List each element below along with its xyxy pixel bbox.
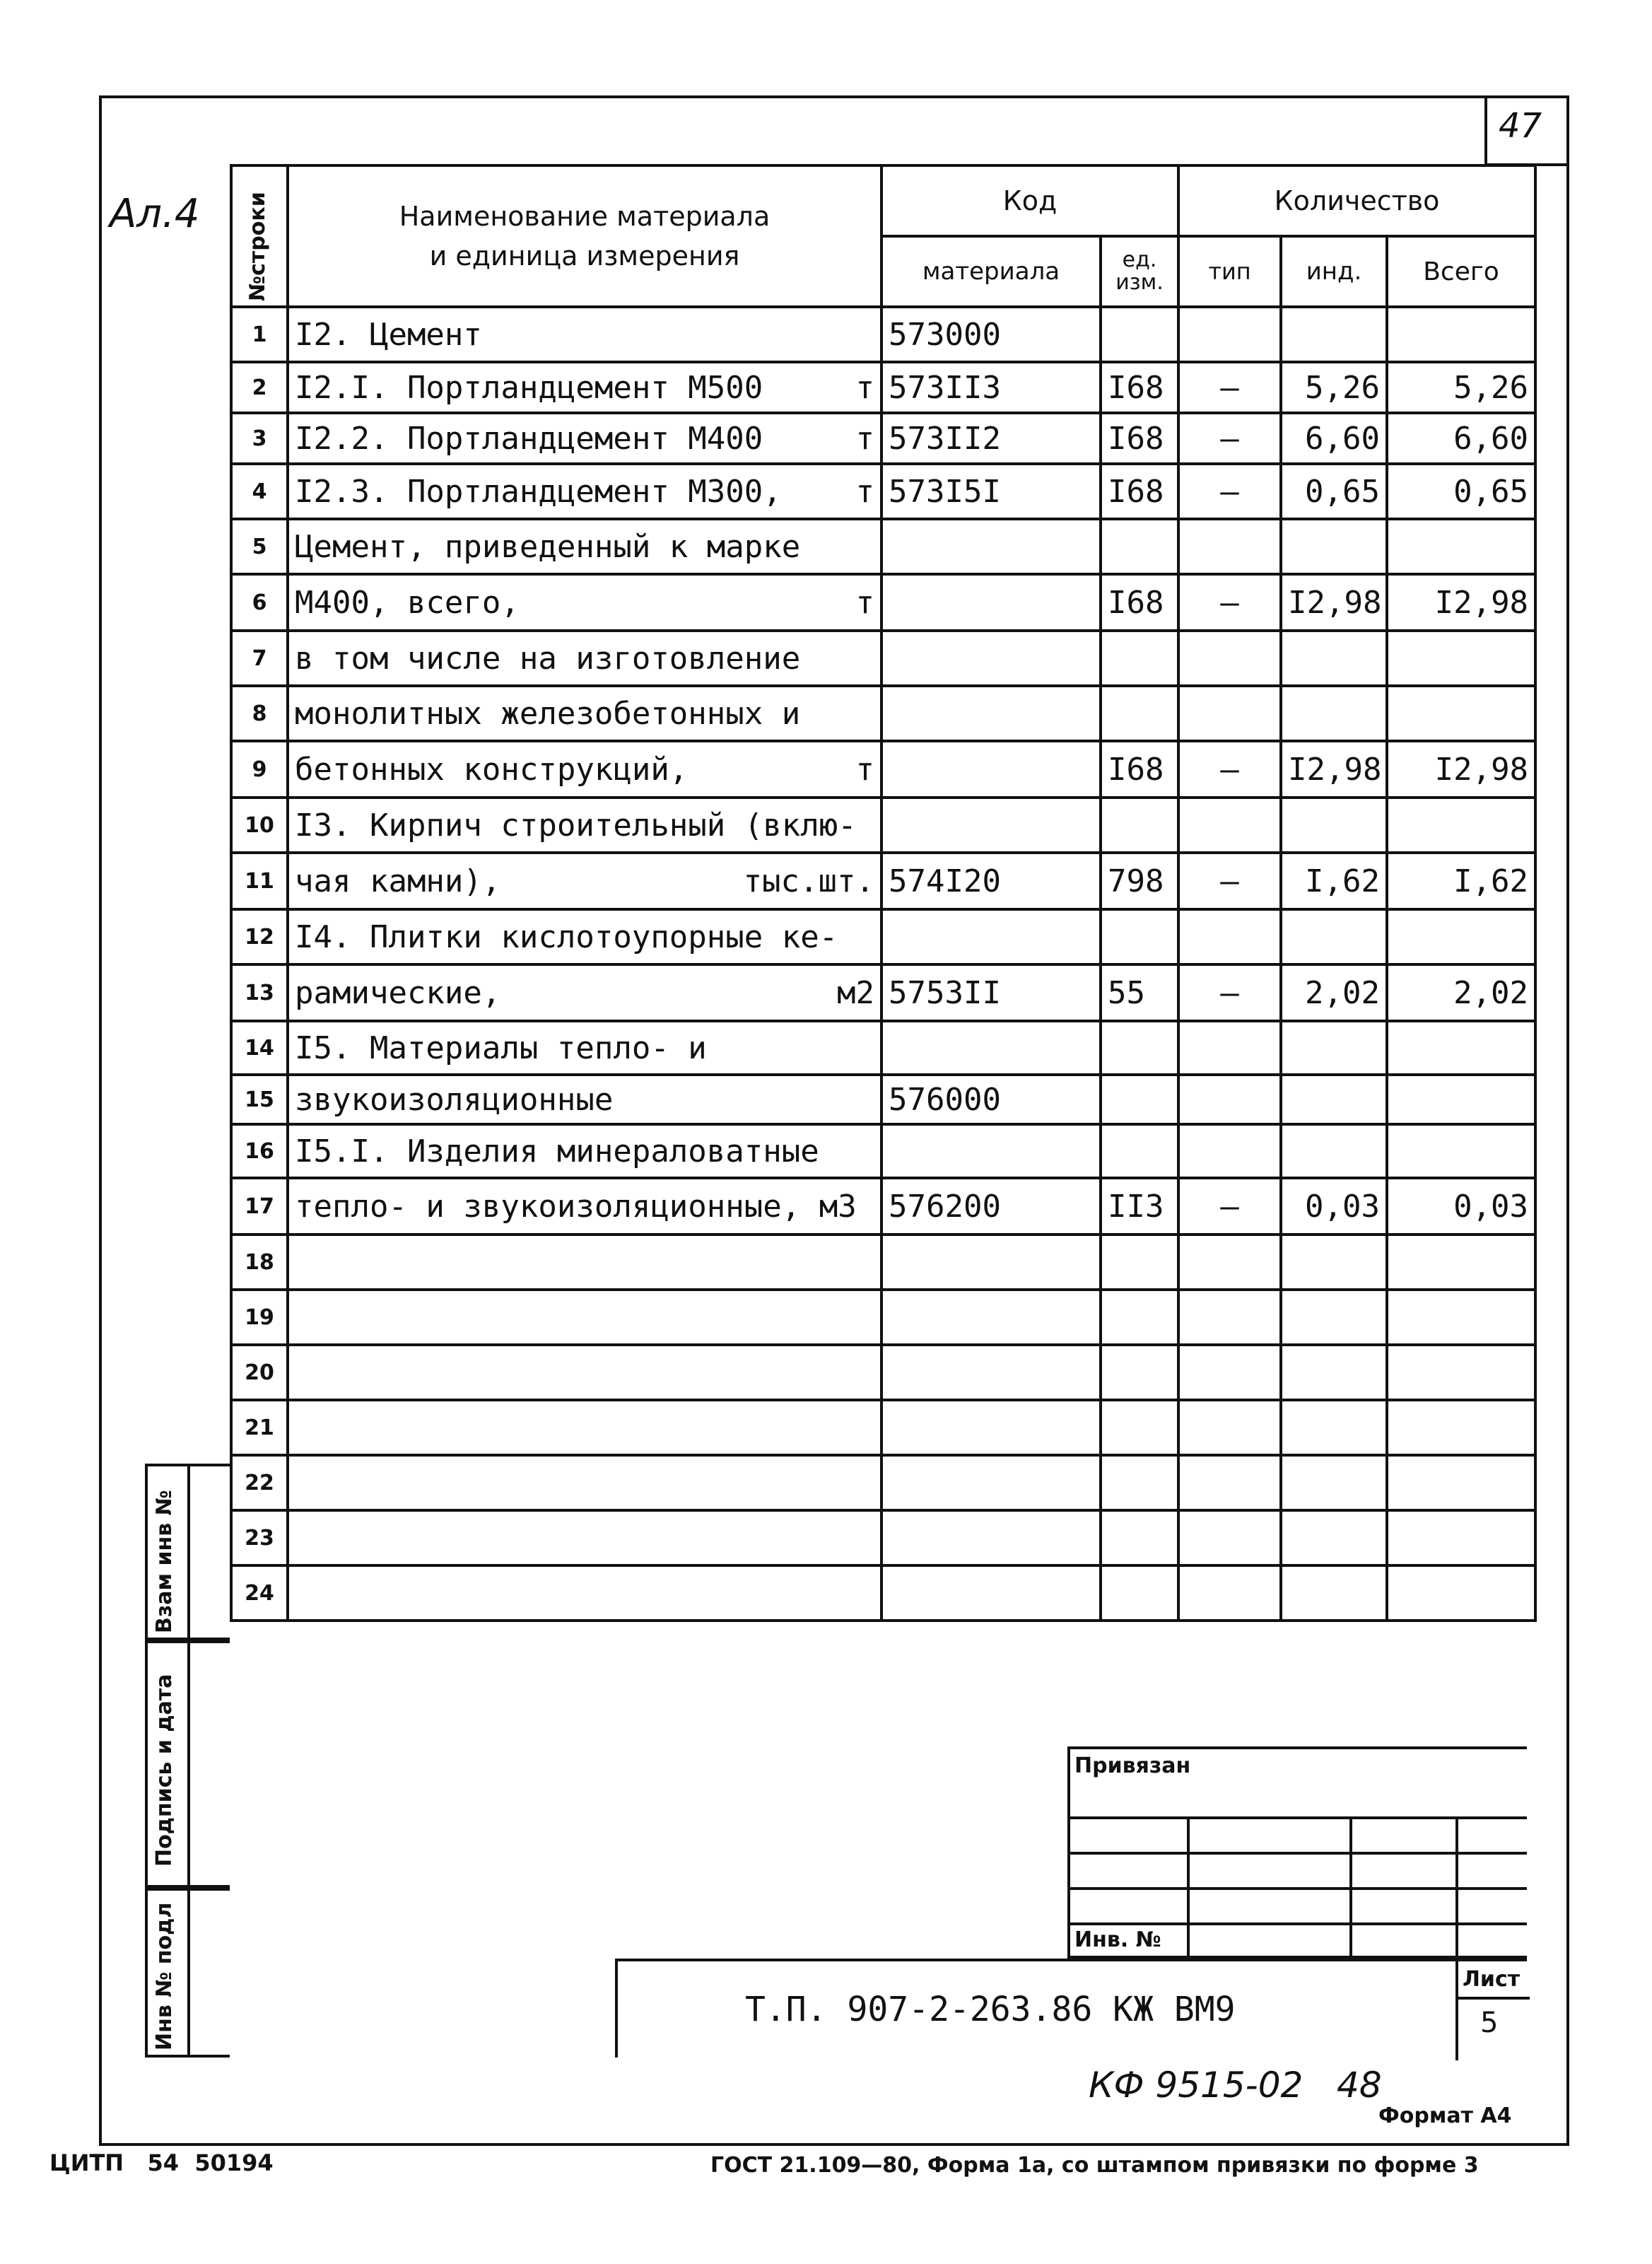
- material-name: [288, 1400, 881, 1455]
- row-number: 23: [231, 1510, 288, 1565]
- quantity-individual: 0,03: [1281, 1178, 1387, 1235]
- row-number: 18: [231, 1235, 288, 1290]
- quantity-individual: [1281, 1124, 1387, 1178]
- material-name: [288, 362, 881, 413]
- material-name: [288, 1510, 881, 1565]
- quantity-total: [1387, 686, 1535, 741]
- row-number: 8: [231, 686, 288, 741]
- material-name: [288, 519, 881, 574]
- table-row: [231, 853, 1535, 909]
- material-name-text: I2. Цемент: [295, 316, 482, 353]
- material-name: [288, 964, 881, 1021]
- material-name: [288, 1455, 881, 1510]
- quantity-individual: [1281, 798, 1387, 853]
- row-number: 12: [231, 909, 288, 964]
- material-code: [881, 631, 1101, 686]
- unit-code: I68: [1101, 464, 1178, 519]
- material-name: [288, 909, 881, 964]
- table-row: [231, 1510, 1535, 1565]
- row-number: 21: [231, 1400, 288, 1455]
- material-code: [881, 1290, 1101, 1345]
- quantity-type: –: [1178, 413, 1281, 464]
- table-row: [231, 307, 1535, 362]
- quantity-type: [1178, 1075, 1281, 1124]
- material-name-text: бетонных конструкций,: [295, 751, 689, 788]
- quantity-individual: [1281, 909, 1387, 964]
- footer-left: ЦИТП 54 50194: [49, 2149, 274, 2176]
- header-unit: ед. изм.: [1101, 236, 1178, 307]
- quantity-total: I,62: [1387, 853, 1535, 909]
- quantity-individual: [1281, 1290, 1387, 1345]
- table-row: [231, 413, 1535, 464]
- material-unit-label: т: [855, 584, 874, 621]
- quantity-total: 2,02: [1387, 964, 1535, 1021]
- unit-code: [1101, 1124, 1178, 1178]
- material-name-text: рамические,: [295, 974, 501, 1011]
- attachment-stamp: [1067, 1746, 1527, 1959]
- quantity-total: [1387, 1235, 1535, 1290]
- quantity-individual: [1281, 1400, 1387, 1455]
- quantity-individual: 0,65: [1281, 464, 1387, 519]
- quantity-type: [1178, 1021, 1281, 1075]
- quantity-total: [1387, 1021, 1535, 1075]
- quantity-type: –: [1178, 362, 1281, 413]
- format-label: Формат А4: [1378, 2103, 1512, 2128]
- side-label-podpis: Подпись и дата: [152, 1674, 177, 1867]
- material-code: [881, 1400, 1101, 1455]
- quantity-total: I2,98: [1387, 574, 1535, 631]
- materials-table: [230, 164, 1537, 1622]
- quantity-type: –: [1178, 853, 1281, 909]
- quantity-individual: [1281, 1075, 1387, 1124]
- unit-code: I68: [1101, 413, 1178, 464]
- document-designation: Т.П. 907-2-263.86 КЖ ВМ9: [745, 1990, 1236, 2029]
- quantity-type: [1178, 1235, 1281, 1290]
- sheet-label: Лист: [1463, 1967, 1521, 1992]
- table-row: [231, 1075, 1535, 1124]
- material-name: [288, 1178, 881, 1235]
- table-row: [231, 964, 1535, 1021]
- table-row: [231, 1235, 1535, 1290]
- quantity-total: 0,03: [1387, 1178, 1535, 1235]
- quantity-total: [1387, 1345, 1535, 1400]
- row-number: 3: [231, 413, 288, 464]
- material-code: [881, 1124, 1101, 1178]
- material-code: 576000: [881, 1075, 1101, 1124]
- material-code: [881, 1455, 1101, 1510]
- material-unit-label: т: [855, 751, 874, 788]
- material-name: [288, 1235, 881, 1290]
- table-row: [231, 1565, 1535, 1621]
- quantity-type: –: [1178, 464, 1281, 519]
- unit-code: [1101, 686, 1178, 741]
- title-block: [615, 1959, 1527, 2058]
- quantity-individual: [1281, 631, 1387, 686]
- material-name: [288, 307, 881, 362]
- quantity-type: [1178, 1565, 1281, 1621]
- quantity-individual: I2,98: [1281, 741, 1387, 798]
- material-code: [881, 686, 1101, 741]
- quantity-total: [1387, 1455, 1535, 1510]
- row-number: 6: [231, 574, 288, 631]
- unit-code: [1101, 519, 1178, 574]
- table-row: [231, 362, 1535, 413]
- sheet-value: 5: [1480, 2007, 1499, 2039]
- material-name-text: чая камни),: [295, 863, 501, 899]
- material-name-text: в том числе на изготовление: [295, 640, 801, 677]
- material-name: [288, 686, 881, 741]
- unit-code: [1101, 1235, 1178, 1290]
- quantity-individual: [1281, 1565, 1387, 1621]
- table-row: [231, 1345, 1535, 1400]
- material-code: 573000: [881, 307, 1101, 362]
- row-number: 7: [231, 631, 288, 686]
- material-name: [288, 798, 881, 853]
- quantity-individual: 5,26: [1281, 362, 1387, 413]
- material-name-text: I3. Кирпич строительный (вклю-: [295, 807, 857, 844]
- table-row: [231, 519, 1535, 574]
- row-number: 19: [231, 1290, 288, 1345]
- quantity-total: [1387, 1565, 1535, 1621]
- material-name-text: Цемент, приведенный к марке: [295, 528, 801, 565]
- quantity-type: –: [1178, 964, 1281, 1021]
- quantity-individual: [1281, 1345, 1387, 1400]
- material-name-text: звукоизоляционные: [295, 1081, 614, 1118]
- quantity-individual: [1281, 686, 1387, 741]
- quantity-type: [1178, 631, 1281, 686]
- unit-code: [1101, 909, 1178, 964]
- header-code: Код: [881, 165, 1178, 236]
- material-unit-label: т: [855, 369, 874, 406]
- attached-label: Привязан: [1074, 1754, 1191, 1778]
- header-type: тип: [1178, 236, 1281, 307]
- row-number: 16: [231, 1124, 288, 1178]
- material-code: [881, 519, 1101, 574]
- material-code: [881, 798, 1101, 853]
- unit-code: [1101, 798, 1178, 853]
- material-code: 573II2: [881, 413, 1101, 464]
- unit-code: II3: [1101, 1178, 1178, 1235]
- table-row: [231, 1124, 1535, 1178]
- unit-code: 55: [1101, 964, 1178, 1021]
- material-name: [288, 1124, 881, 1178]
- header-quantity: Количество: [1178, 165, 1535, 236]
- quantity-individual: [1281, 519, 1387, 574]
- material-name: [288, 1075, 881, 1124]
- quantity-type: [1178, 686, 1281, 741]
- material-name: [288, 413, 881, 464]
- material-code: [881, 1021, 1101, 1075]
- material-name: [288, 853, 881, 909]
- side-label-inv: Инв № подл: [152, 1902, 177, 2050]
- unit-code: [1101, 631, 1178, 686]
- side-label-vzam: Взам инв №: [152, 1490, 177, 1633]
- handwritten-note: КФ 9515-02 48: [1089, 2065, 1382, 2106]
- unit-code: 798: [1101, 853, 1178, 909]
- material-code: 573I5I: [881, 464, 1101, 519]
- unit-code: [1101, 1345, 1178, 1400]
- row-number: 10: [231, 798, 288, 853]
- unit-code: [1101, 1075, 1178, 1124]
- unit-code: I68: [1101, 362, 1178, 413]
- quantity-type: [1178, 1345, 1281, 1400]
- quantity-individual: 2,02: [1281, 964, 1387, 1021]
- material-code: [881, 1565, 1101, 1621]
- quantity-total: [1387, 909, 1535, 964]
- table-row: [231, 798, 1535, 853]
- table-row: [231, 1455, 1535, 1510]
- unit-code: [1101, 1021, 1178, 1075]
- material-code: 576200: [881, 1178, 1101, 1235]
- quantity-total: [1387, 1290, 1535, 1345]
- material-code: [881, 1345, 1101, 1400]
- material-name-text: I2.2. Портландцемент М400: [295, 420, 763, 457]
- unit-code: [1101, 1565, 1178, 1621]
- table-row: [231, 464, 1535, 519]
- header-row-no: №строки: [231, 165, 288, 307]
- header-total: Всего: [1387, 236, 1535, 307]
- table-row: [231, 631, 1535, 686]
- unit-code: [1101, 307, 1178, 362]
- quantity-total: 5,26: [1387, 362, 1535, 413]
- material-name-text: I5. Материалы тепло- и: [295, 1029, 707, 1066]
- material-name: [288, 741, 881, 798]
- material-code: [881, 741, 1101, 798]
- material-name: [288, 1345, 881, 1400]
- row-number: 1: [231, 307, 288, 362]
- quantity-type: –: [1178, 1178, 1281, 1235]
- quantity-type: –: [1178, 574, 1281, 631]
- quantity-total: [1387, 1400, 1535, 1455]
- unit-code: [1101, 1510, 1178, 1565]
- material-name: [288, 464, 881, 519]
- header-individual: инд.: [1281, 236, 1387, 307]
- material-name-text: I2.I. Портландцемент М500: [295, 369, 763, 406]
- quantity-individual: [1281, 1455, 1387, 1510]
- row-number: 20: [231, 1345, 288, 1400]
- quantity-type: [1178, 1290, 1281, 1345]
- quantity-total: [1387, 798, 1535, 853]
- material-name-text: I2.3. Портландцемент М300,: [295, 473, 782, 510]
- row-number: 15: [231, 1075, 288, 1124]
- material-name-text: монолитных железобетонных и: [295, 695, 801, 732]
- table-row: [231, 1178, 1535, 1235]
- quantity-total: [1387, 1510, 1535, 1565]
- quantity-type: [1178, 519, 1281, 574]
- header-material: материала: [881, 236, 1101, 307]
- material-code: [881, 909, 1101, 964]
- table-row: [231, 1021, 1535, 1075]
- row-number: 17: [231, 1178, 288, 1235]
- quantity-type: [1178, 307, 1281, 362]
- quantity-individual: [1281, 307, 1387, 362]
- material-unit-label: тыс.шт.: [743, 863, 874, 899]
- quantity-total: [1387, 307, 1535, 362]
- material-code: 574I20: [881, 853, 1101, 909]
- quantity-type: [1178, 1455, 1281, 1510]
- table-row: [231, 574, 1535, 631]
- quantity-total: [1387, 519, 1535, 574]
- table-row: [231, 1290, 1535, 1345]
- header-name: Наименование материала и единица измерения: [288, 165, 881, 307]
- unit-code: [1101, 1400, 1178, 1455]
- quantity-individual: [1281, 1235, 1387, 1290]
- table-row: [231, 909, 1535, 964]
- row-number: 4: [231, 464, 288, 519]
- row-number: 22: [231, 1455, 288, 1510]
- quantity-individual: 6,60: [1281, 413, 1387, 464]
- row-number: 24: [231, 1565, 288, 1621]
- table-row: [231, 741, 1535, 798]
- row-number: 14: [231, 1021, 288, 1075]
- row-number: 2: [231, 362, 288, 413]
- material-code: [881, 1235, 1101, 1290]
- material-code: [881, 574, 1101, 631]
- unit-code: [1101, 1455, 1178, 1510]
- material-name: [288, 631, 881, 686]
- footer-right: ГОСТ 21.109—80, Форма 1а, со штампом привязки по форме 3: [710, 2153, 1479, 2178]
- material-name: [288, 574, 881, 631]
- quantity-type: [1178, 1124, 1281, 1178]
- material-code: [881, 1510, 1101, 1565]
- unit-code: [1101, 1290, 1178, 1345]
- row-number: 11: [231, 853, 288, 909]
- material-name-text: тепло- и звукоизоляционные, м3: [295, 1188, 857, 1225]
- quantity-type: [1178, 1510, 1281, 1565]
- sheet-number: 47: [1499, 106, 1542, 146]
- quantity-total: 6,60: [1387, 413, 1535, 464]
- quantity-individual: I,62: [1281, 853, 1387, 909]
- material-name: [288, 1565, 881, 1621]
- row-number: 5: [231, 519, 288, 574]
- quantity-type: [1178, 798, 1281, 853]
- quantity-total: [1387, 1124, 1535, 1178]
- quantity-total: [1387, 1075, 1535, 1124]
- unit-code: I68: [1101, 574, 1178, 631]
- material-code: 573II3: [881, 362, 1101, 413]
- unit-code: I68: [1101, 741, 1178, 798]
- quantity-total: 0,65: [1387, 464, 1535, 519]
- corner-label: Ал.4: [110, 191, 200, 237]
- row-number: 9: [231, 741, 288, 798]
- table-row: [231, 1400, 1535, 1455]
- inv-no-label: Инв. №: [1074, 1927, 1161, 1952]
- quantity-individual: [1281, 1021, 1387, 1075]
- material-unit-label: т: [855, 473, 874, 510]
- material-name-text: I4. Плитки кислотоупорные ке-: [295, 918, 838, 955]
- material-name: [288, 1021, 881, 1075]
- quantity-individual: I2,98: [1281, 574, 1387, 631]
- material-unit-label: т: [855, 420, 874, 457]
- quantity-individual: [1281, 1510, 1387, 1565]
- quantity-type: [1178, 909, 1281, 964]
- quantity-total: I2,98: [1387, 741, 1535, 798]
- quantity-type: –: [1178, 741, 1281, 798]
- material-code: 5753II: [881, 964, 1101, 1021]
- row-number: 13: [231, 964, 288, 1021]
- material-name-text: I5.I. Изделия минераловатные: [295, 1133, 819, 1169]
- material-name: [288, 1290, 881, 1345]
- table-row: [231, 686, 1535, 741]
- quantity-type: [1178, 1400, 1281, 1455]
- material-name-text: М400, всего,: [295, 584, 520, 621]
- quantity-total: [1387, 631, 1535, 686]
- material-unit-label: м2: [837, 974, 874, 1011]
